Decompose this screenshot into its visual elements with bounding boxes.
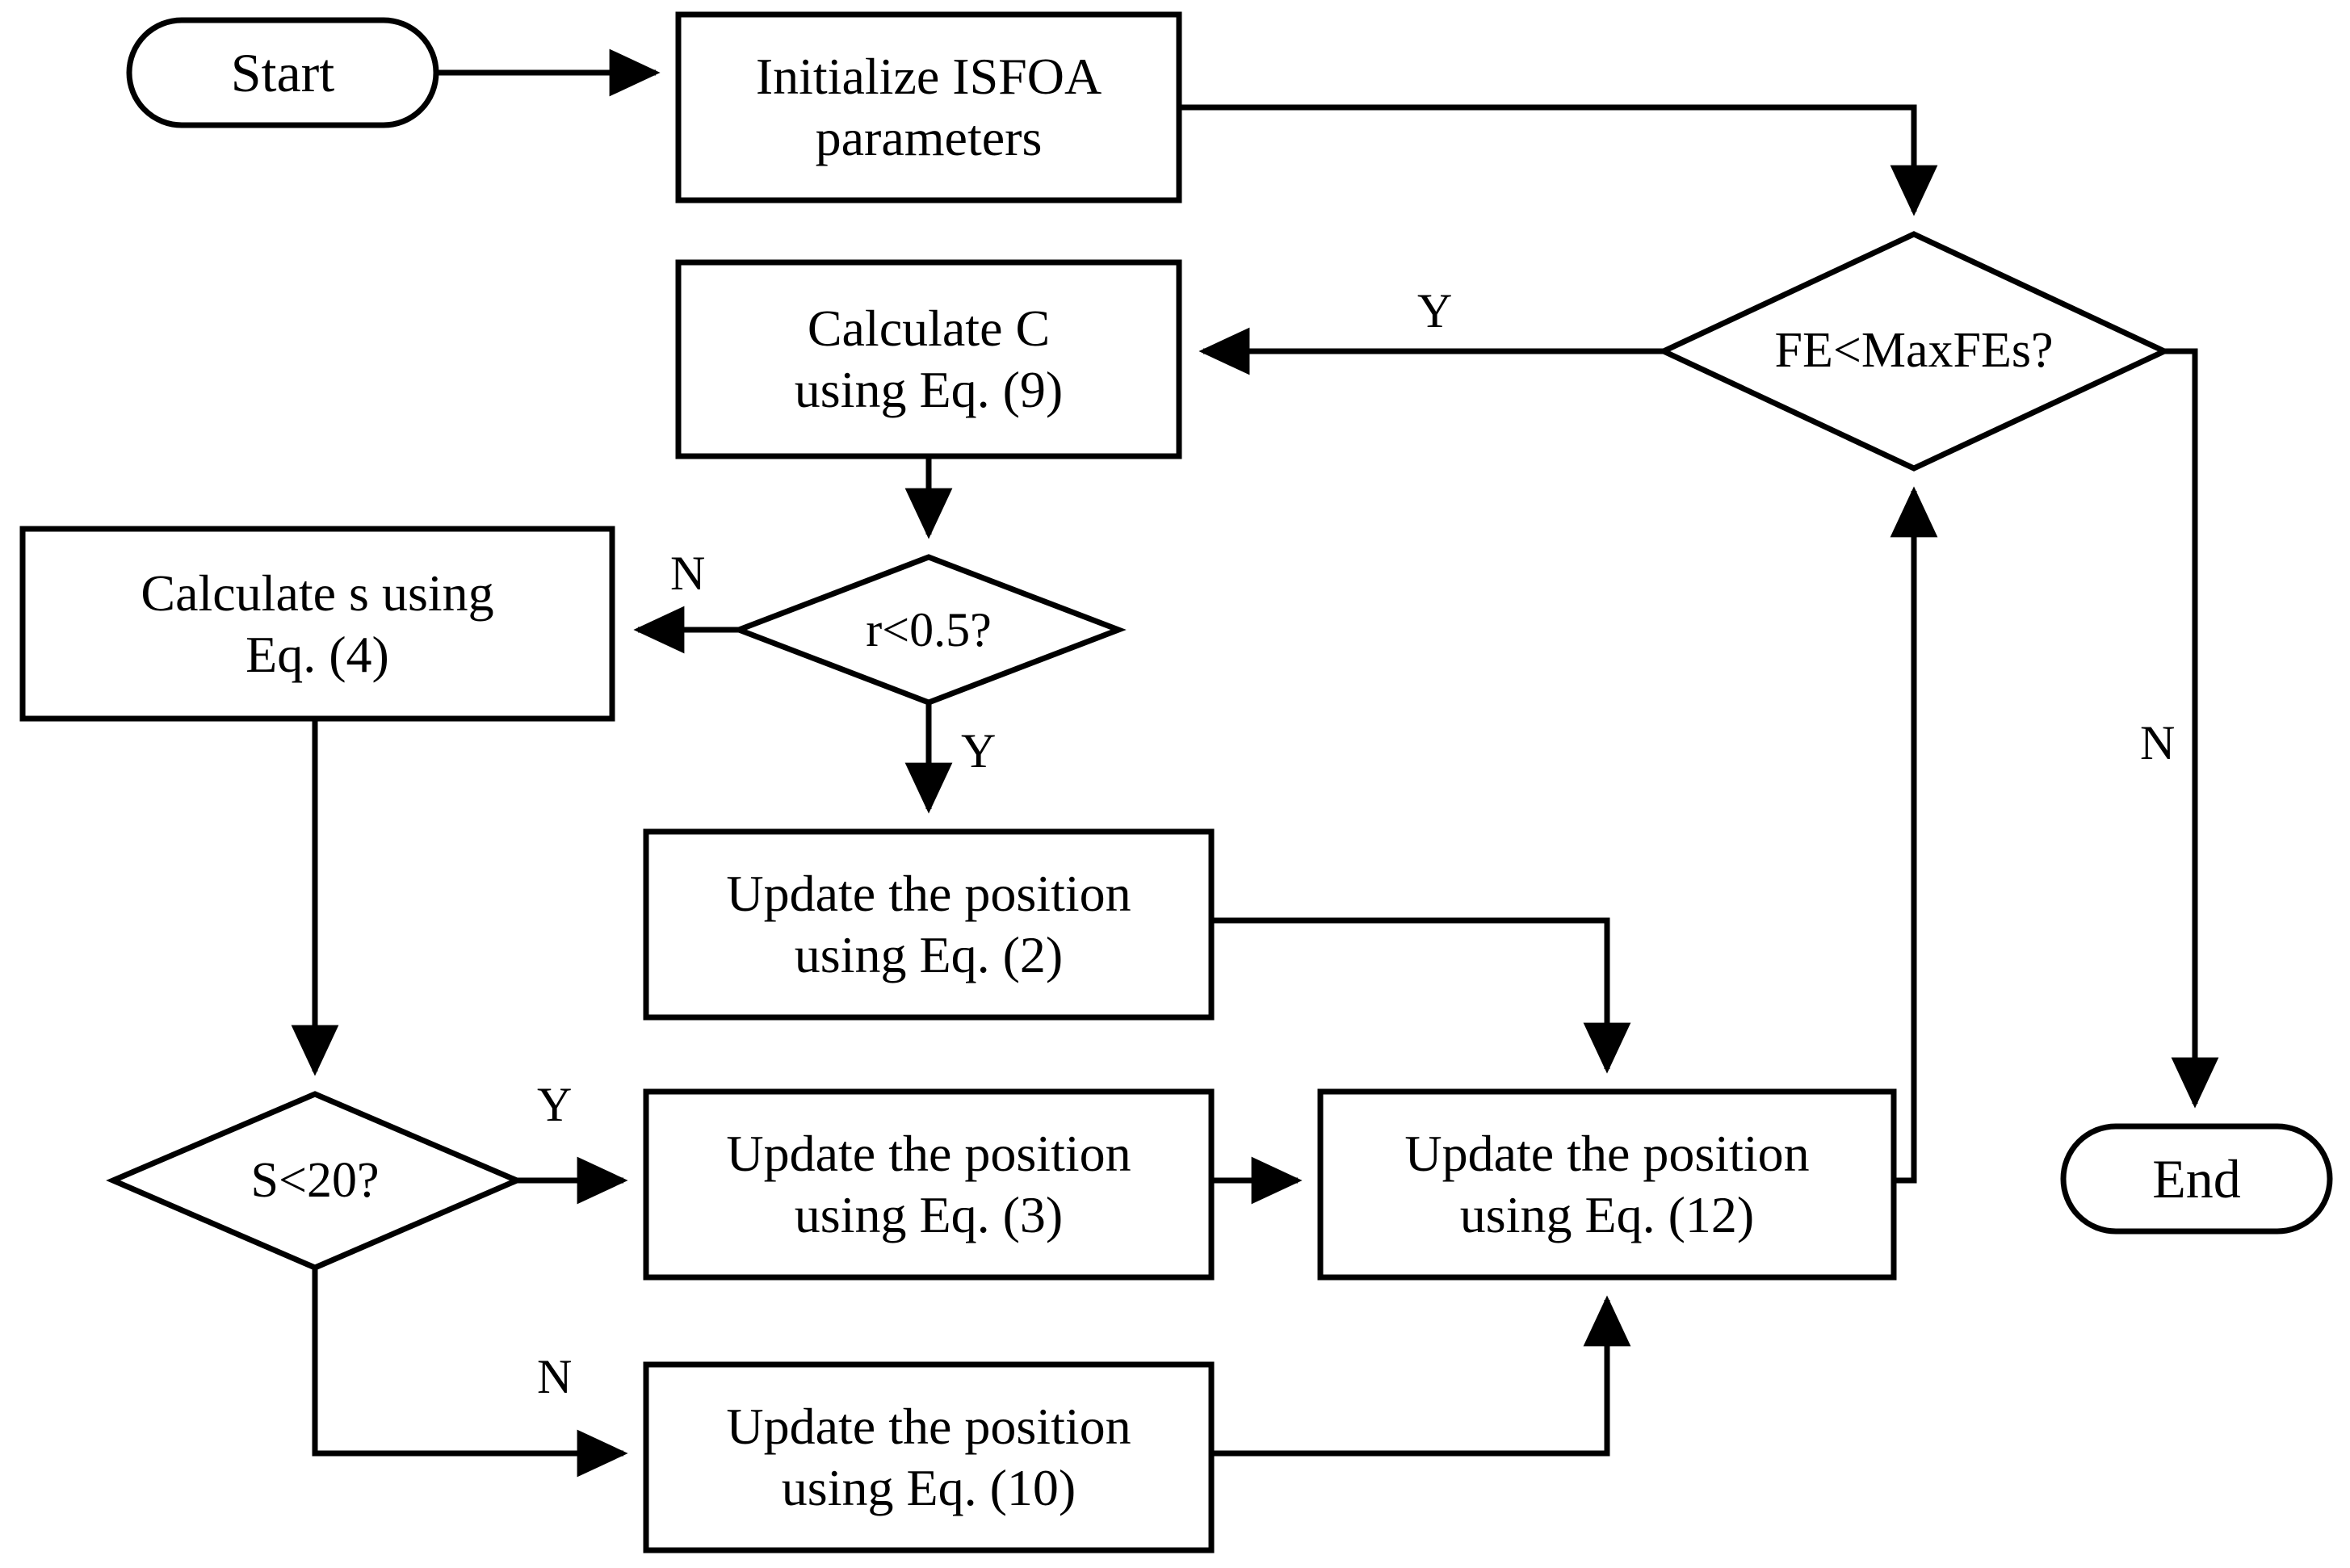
edge-label-fe-no: N [2140,716,2176,769]
node-end-shape [2063,1126,2330,1231]
node-r-decision-label: r<0.5? [866,602,992,656]
node-start-label: Start [230,41,335,103]
edge-label-r-no: N [670,547,706,600]
node-init-shape [678,15,1179,200]
node-s-decision-label: S<20? [250,1152,380,1208]
edge-s-no-to-update-eq10 [315,1268,623,1453]
node-r-decision-shape [739,557,1118,702]
node-calc-c-label: Calculate C using Eq. (9) [794,300,1064,418]
node-init-label: Initialize ISFOA parameters [755,48,1102,166]
node-update-eq10-shape [646,1365,1211,1550]
edge-update-eq12-to-femaxfes [1894,491,1914,1180]
edge-label-fe-yes: Y [1417,284,1453,337]
edge-label-r-yes: Y [961,724,997,778]
node-calc-s-shape [23,529,612,719]
node-update-eq12-shape [1320,1092,1894,1277]
node-update-eq2-shape [646,832,1211,1017]
edge-init-to-femaxfes [1179,107,1914,212]
edge-label-s-no: N [537,1350,573,1403]
node-update-eq3-shape [646,1092,1211,1277]
node-s-decision-shape [113,1094,517,1268]
edge-femaxfes-no-to-end [2164,351,2195,1104]
node-start-shape [129,20,436,125]
node-fe-maxfes-label: FE<MaxFEs? [1774,323,2054,379]
node-calc-s-label: Calculate s using Eq. (4) [141,564,494,683]
node-update-eq12-label: Update the position using Eq. (12) [1404,1125,1810,1243]
node-update-eq3-label: Update the position using Eq. (3) [726,1125,1131,1243]
node-update-eq2-label: Update the position using Eq. (2) [726,865,1131,983]
node-calc-c-shape [678,262,1179,456]
node-update-eq10-label: Update the position using Eq. (10) [726,1398,1131,1516]
edge-update-eq2-to-update-eq12 [1211,920,1607,1069]
node-fe-maxfes-shape [1664,234,2164,468]
node-end-label: End [2152,1147,2241,1210]
edge-label-s-yes: Y [537,1078,573,1131]
edge-update-eq10-to-update-eq12 [1211,1300,1607,1453]
